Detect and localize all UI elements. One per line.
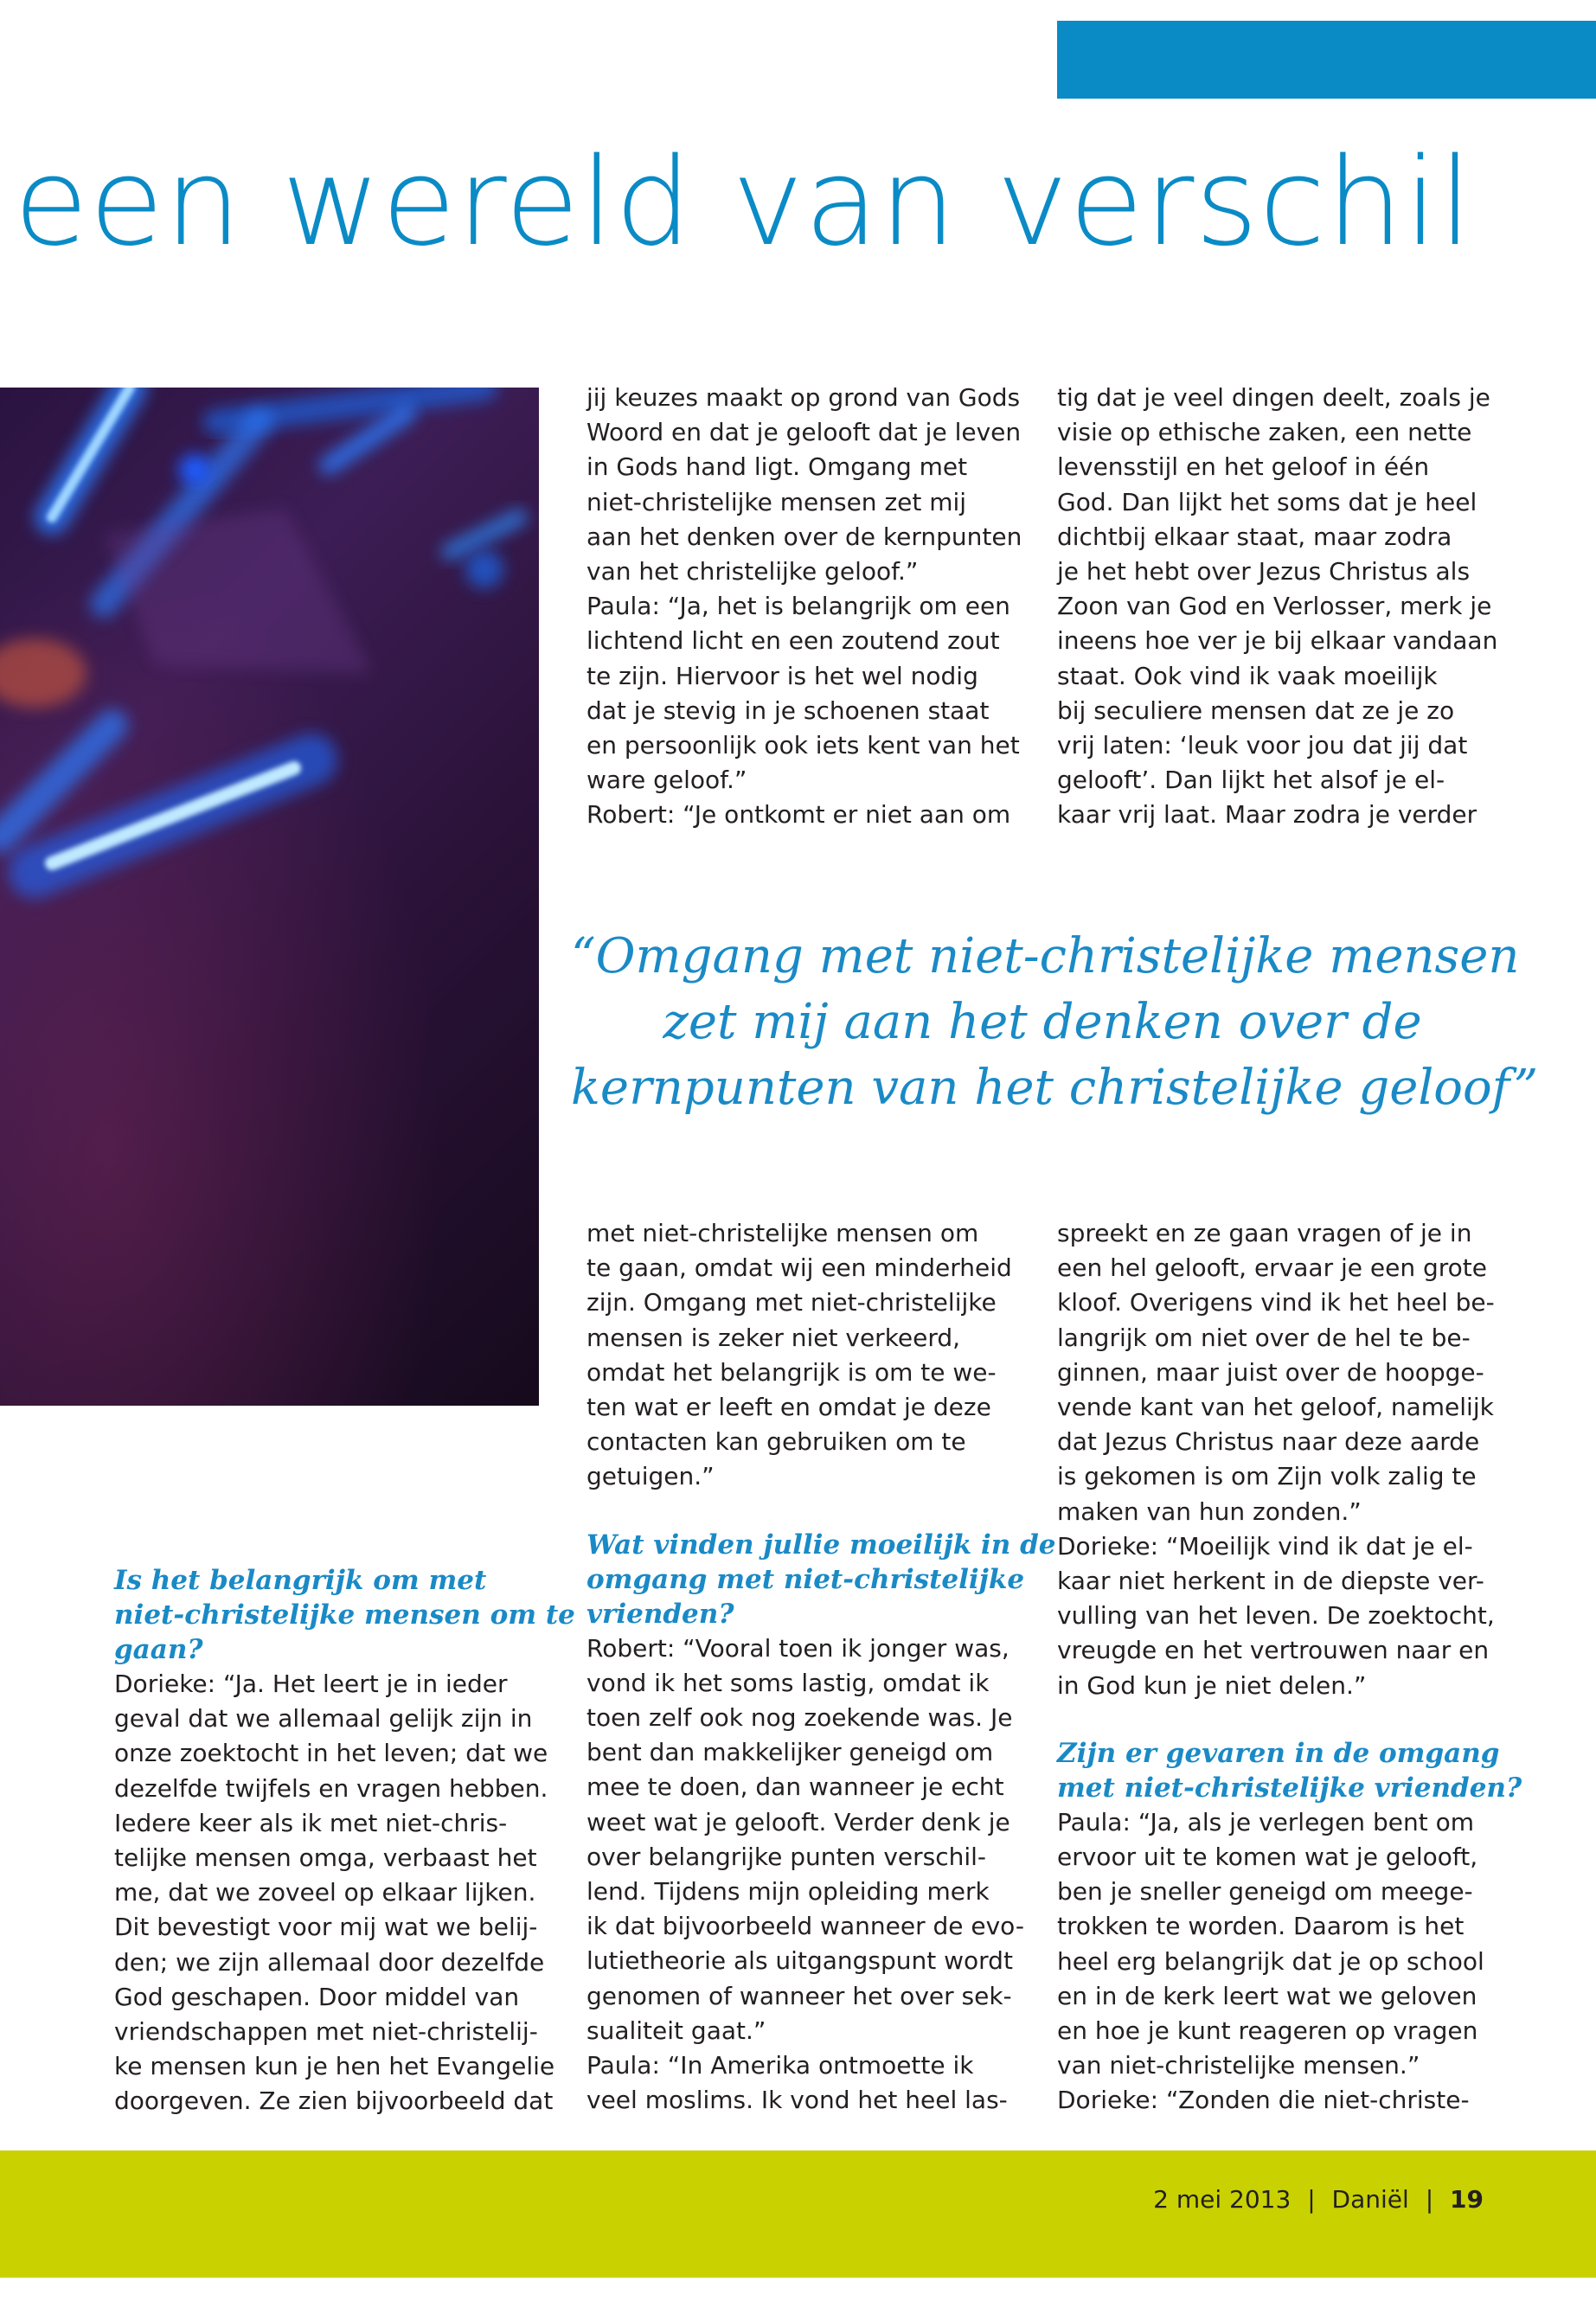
text-line: te zijn. Hiervoor is het wel nodig	[586, 661, 978, 690]
text-line: genomen of wanneer het over sek-	[586, 1981, 1012, 2010]
text-line: mensen is zeker niet verkeerd,	[586, 1323, 961, 1352]
text-line: God geschapen. Door middel van	[114, 1982, 520, 2011]
text-line: Woord en dat je gelooft dat je leven	[586, 418, 1022, 447]
text-line: dichtbij elkaar staat, maar zodra	[1057, 522, 1452, 551]
text-line: in Gods hand ligt. Omgang met	[586, 452, 968, 482]
text-line: gelooft’. Dan lijkt het alsof je el-	[1057, 766, 1445, 795]
section-heading	[114, 1563, 575, 1667]
text-line: doorgeven. Ze zien bijvoorbeeld dat	[114, 2086, 554, 2116]
text-line: maken van hun zonden.”	[1057, 1497, 1362, 1526]
pull-quote-line: kernpunten van het christelijke geloof”	[571, 1060, 1539, 1116]
text-line: vulling van het leven. De zoektocht,	[1057, 1601, 1495, 1631]
text-line: vreugde en het vertrouwen naar en	[1057, 1636, 1490, 1665]
text-line: ervoor uit te komen wat je gelooft,	[1057, 1843, 1478, 1872]
text-line: vond ik het soms lastig, omdat ik	[586, 1668, 990, 1697]
text-line: visie op ethische zaken, een nette	[1057, 418, 1472, 447]
text-line: Paula: “Ja, als je verlegen bent om	[1057, 1807, 1474, 1836]
text-line: me, dat we zoveel op elkaar lijken.	[114, 1878, 536, 1907]
text-line: contacten kan gebruiken om te	[586, 1427, 966, 1457]
text-line: Dorieke: “Ja. Het leert je in ieder	[114, 1670, 508, 1698]
text-line: onze zoektocht in het leven; dat we	[114, 1739, 548, 1768]
text-line: ke mensen kun je hen het Evangelie	[114, 2052, 555, 2081]
text-line: Dorieke: “Zonden die niet-christe-	[1057, 2086, 1470, 2115]
text-line: Paula: “In Amerika ontmoette ik	[586, 2051, 974, 2080]
column-3-bottom	[1057, 1216, 1522, 2118]
text-line: Robert: “Je ontkomt er niet aan om	[586, 800, 1011, 830]
text-line: dezelfde twijfels en vragen hebben.	[114, 1773, 548, 1803]
text-line: zijn. Omgang met niet-christelijke	[586, 1288, 997, 1317]
heading-line: omgang met niet-christelijke	[586, 1563, 1025, 1595]
issue-date: 2 mei 2013	[1153, 2185, 1292, 2214]
text-line: vrij laten: ‘leuk voor jou dat jij dat	[1057, 731, 1468, 760]
text-line: dat je stevig in je schoenen staat	[586, 695, 990, 725]
text-line: God. Dan lijkt het soms dat je heel	[1057, 487, 1477, 516]
text-line: omdat het belangrijk is om te we-	[586, 1357, 997, 1387]
text-line: en hoe je kunt reageren op vragen	[1057, 2016, 1478, 2046]
text-line: weet wat je gelooft. Verder denk je	[586, 1807, 1010, 1836]
text-line: je het hebt over Jezus Christus als	[1057, 557, 1471, 586]
text-line: getuigen.”	[586, 1462, 715, 1491]
text-line: Robert: “Vooral toen ik jonger was,	[586, 1633, 1010, 1663]
text-line: is gekomen is om Zijn volk zalig te	[1057, 1462, 1477, 1491]
text-line: dat Jezus Christus naar deze aarde	[1057, 1427, 1480, 1457]
text-line: ware geloof.”	[586, 766, 747, 795]
text-line: in God kun je niet delen.”	[1057, 1670, 1367, 1700]
text-line: sualiteit gaat.”	[586, 2016, 766, 2045]
column-3-top	[1057, 381, 1497, 833]
separator: |	[1307, 2185, 1316, 2214]
text-line: ineens hoe ver je bij elkaar vandaan	[1057, 626, 1498, 656]
text-line: telijke mensen omga, verbaast het	[114, 1843, 537, 1873]
text-line: en persoonlijk ook iets kent van het	[586, 731, 1020, 760]
heading-line: niet-christelijke mensen om te	[114, 1599, 575, 1631]
footer-folio	[1153, 2185, 1484, 2214]
text-line: aan het denken over de kernpunten	[586, 522, 1022, 551]
text-line: lutietheorie als uitgangspunt wordt	[586, 1946, 1013, 1976]
section-heading	[586, 1528, 1056, 1631]
magazine-name: Daniël	[1331, 2185, 1409, 2214]
section-gap	[586, 1495, 1056, 1528]
text-line: lichtend licht en een zoutend zout	[586, 626, 1000, 656]
text-line: bent dan makkelijker geneigd om	[586, 1738, 994, 1767]
text-line: tig dat je veel dingen deelt, zoals je	[1057, 383, 1490, 412]
section-gap	[1057, 1703, 1522, 1736]
text-line: Dorieke: “Moeilijk vind ik dat je el-	[1057, 1531, 1473, 1561]
pull-quote-line: “Omgang met niet-christelijke mensen	[571, 928, 1520, 984]
page-headline: een wereld van verschil	[14, 132, 1473, 273]
top-accent-bar	[1057, 21, 1596, 99]
text-line: toen zelf ook nog zoekende was. Je	[586, 1703, 1013, 1733]
text-line: veel moslims. Ik vond het heel las-	[586, 2086, 1008, 2115]
text-line: en in de kerk leert wat we geloven	[1057, 1981, 1477, 2010]
text-line: ginnen, maar juist over de hoopge-	[1057, 1357, 1484, 1387]
column-1-bottom	[114, 1563, 575, 2119]
text-line: te gaan, omdat wij een minderheid	[586, 1253, 1012, 1283]
text-line: vende kant van het geloof, namelijk	[1057, 1393, 1494, 1422]
text-line: ben je sneller geneigd om meege-	[1057, 1877, 1473, 1907]
heading-line: gaan?	[114, 1634, 203, 1665]
separator: |	[1425, 2185, 1434, 2214]
text-line: een hel gelooft, ervaar je een grote	[1057, 1253, 1487, 1283]
heading-line: Wat vinden jullie moeilijk in de	[586, 1529, 1056, 1561]
text-line: bij seculiere mensen dat ze je zo	[1057, 695, 1455, 725]
text-line: trokken te worden. Daarom is het	[1057, 1912, 1465, 1941]
heading-line: Is het belangrijk om met	[114, 1565, 487, 1596]
text-line: Zoon van God en Verlosser, merk je	[1057, 592, 1492, 621]
text-line: staat. Ook vind ik vaak moeilijk	[1057, 661, 1438, 690]
text-line: kaar niet herkent in de diepste ver-	[1057, 1567, 1484, 1596]
column-2-top	[586, 381, 1022, 833]
text-line: Iedere keer als ik met niet-chris-	[114, 1808, 508, 1837]
text-line: spreekt en ze gaan vragen of je in	[1057, 1219, 1472, 1247]
text-line: lend. Tijdens mijn opleiding merk	[586, 1877, 990, 1907]
chain-photo	[0, 388, 539, 1406]
section-heading	[1057, 1736, 1522, 1805]
text-line: kaar vrij laat. Maar zodra je verder	[1057, 800, 1477, 830]
heading-line: vrienden?	[586, 1598, 734, 1630]
text-line: ten wat er leeft en omdat je deze	[586, 1393, 991, 1422]
text-line: over belangrijke punten verschil-	[586, 1842, 987, 1871]
text-line: Dit bevestigt voor mij wat we belij-	[114, 1913, 538, 1942]
pull-quote	[571, 924, 1539, 1121]
text-line: van het christelijke geloof.”	[586, 557, 919, 586]
text-line: geval dat we allemaal gelijk zijn in	[114, 1704, 533, 1734]
text-line: met niet-christelijke mensen om	[586, 1219, 979, 1247]
page-number: 19	[1450, 2185, 1484, 2214]
text-line: heel erg belangrijk dat je op school	[1057, 1946, 1484, 1976]
text-line: mee te doen, dan wanneer je echt	[586, 1772, 1004, 1802]
text-line: kloof. Overigens vind ik het heel be-	[1057, 1288, 1495, 1317]
text-line: levensstijl en het geloof in één	[1057, 452, 1430, 482]
text-line: langrijk om niet over de hel te be-	[1057, 1323, 1471, 1352]
text-line: vriendschappen met niet-christelij-	[114, 2017, 538, 2047]
heading-line: met niet-christelijke vrienden?	[1057, 1772, 1522, 1804]
text-line: niet-christelijke mensen zet mij	[586, 487, 967, 516]
heading-line: Zijn er gevaren in de omgang	[1057, 1737, 1500, 1769]
text-line: jij keuzes maakt op grond van Gods	[586, 383, 1021, 412]
text-line: ik dat bijvoorbeeld wanneer de evo-	[586, 1912, 1024, 1941]
text-line: van niet-christelijke mensen.”	[1057, 2051, 1420, 2080]
chain-illustration	[0, 388, 539, 1406]
text-line: den; we zijn allemaal door dezelfde	[114, 1947, 545, 1977]
column-2-bottom	[586, 1216, 1056, 2118]
text-line: Paula: “Ja, het is belangrijk om een	[586, 592, 1010, 621]
pull-quote-line: zet mij aan het denken over de	[663, 994, 1422, 1050]
